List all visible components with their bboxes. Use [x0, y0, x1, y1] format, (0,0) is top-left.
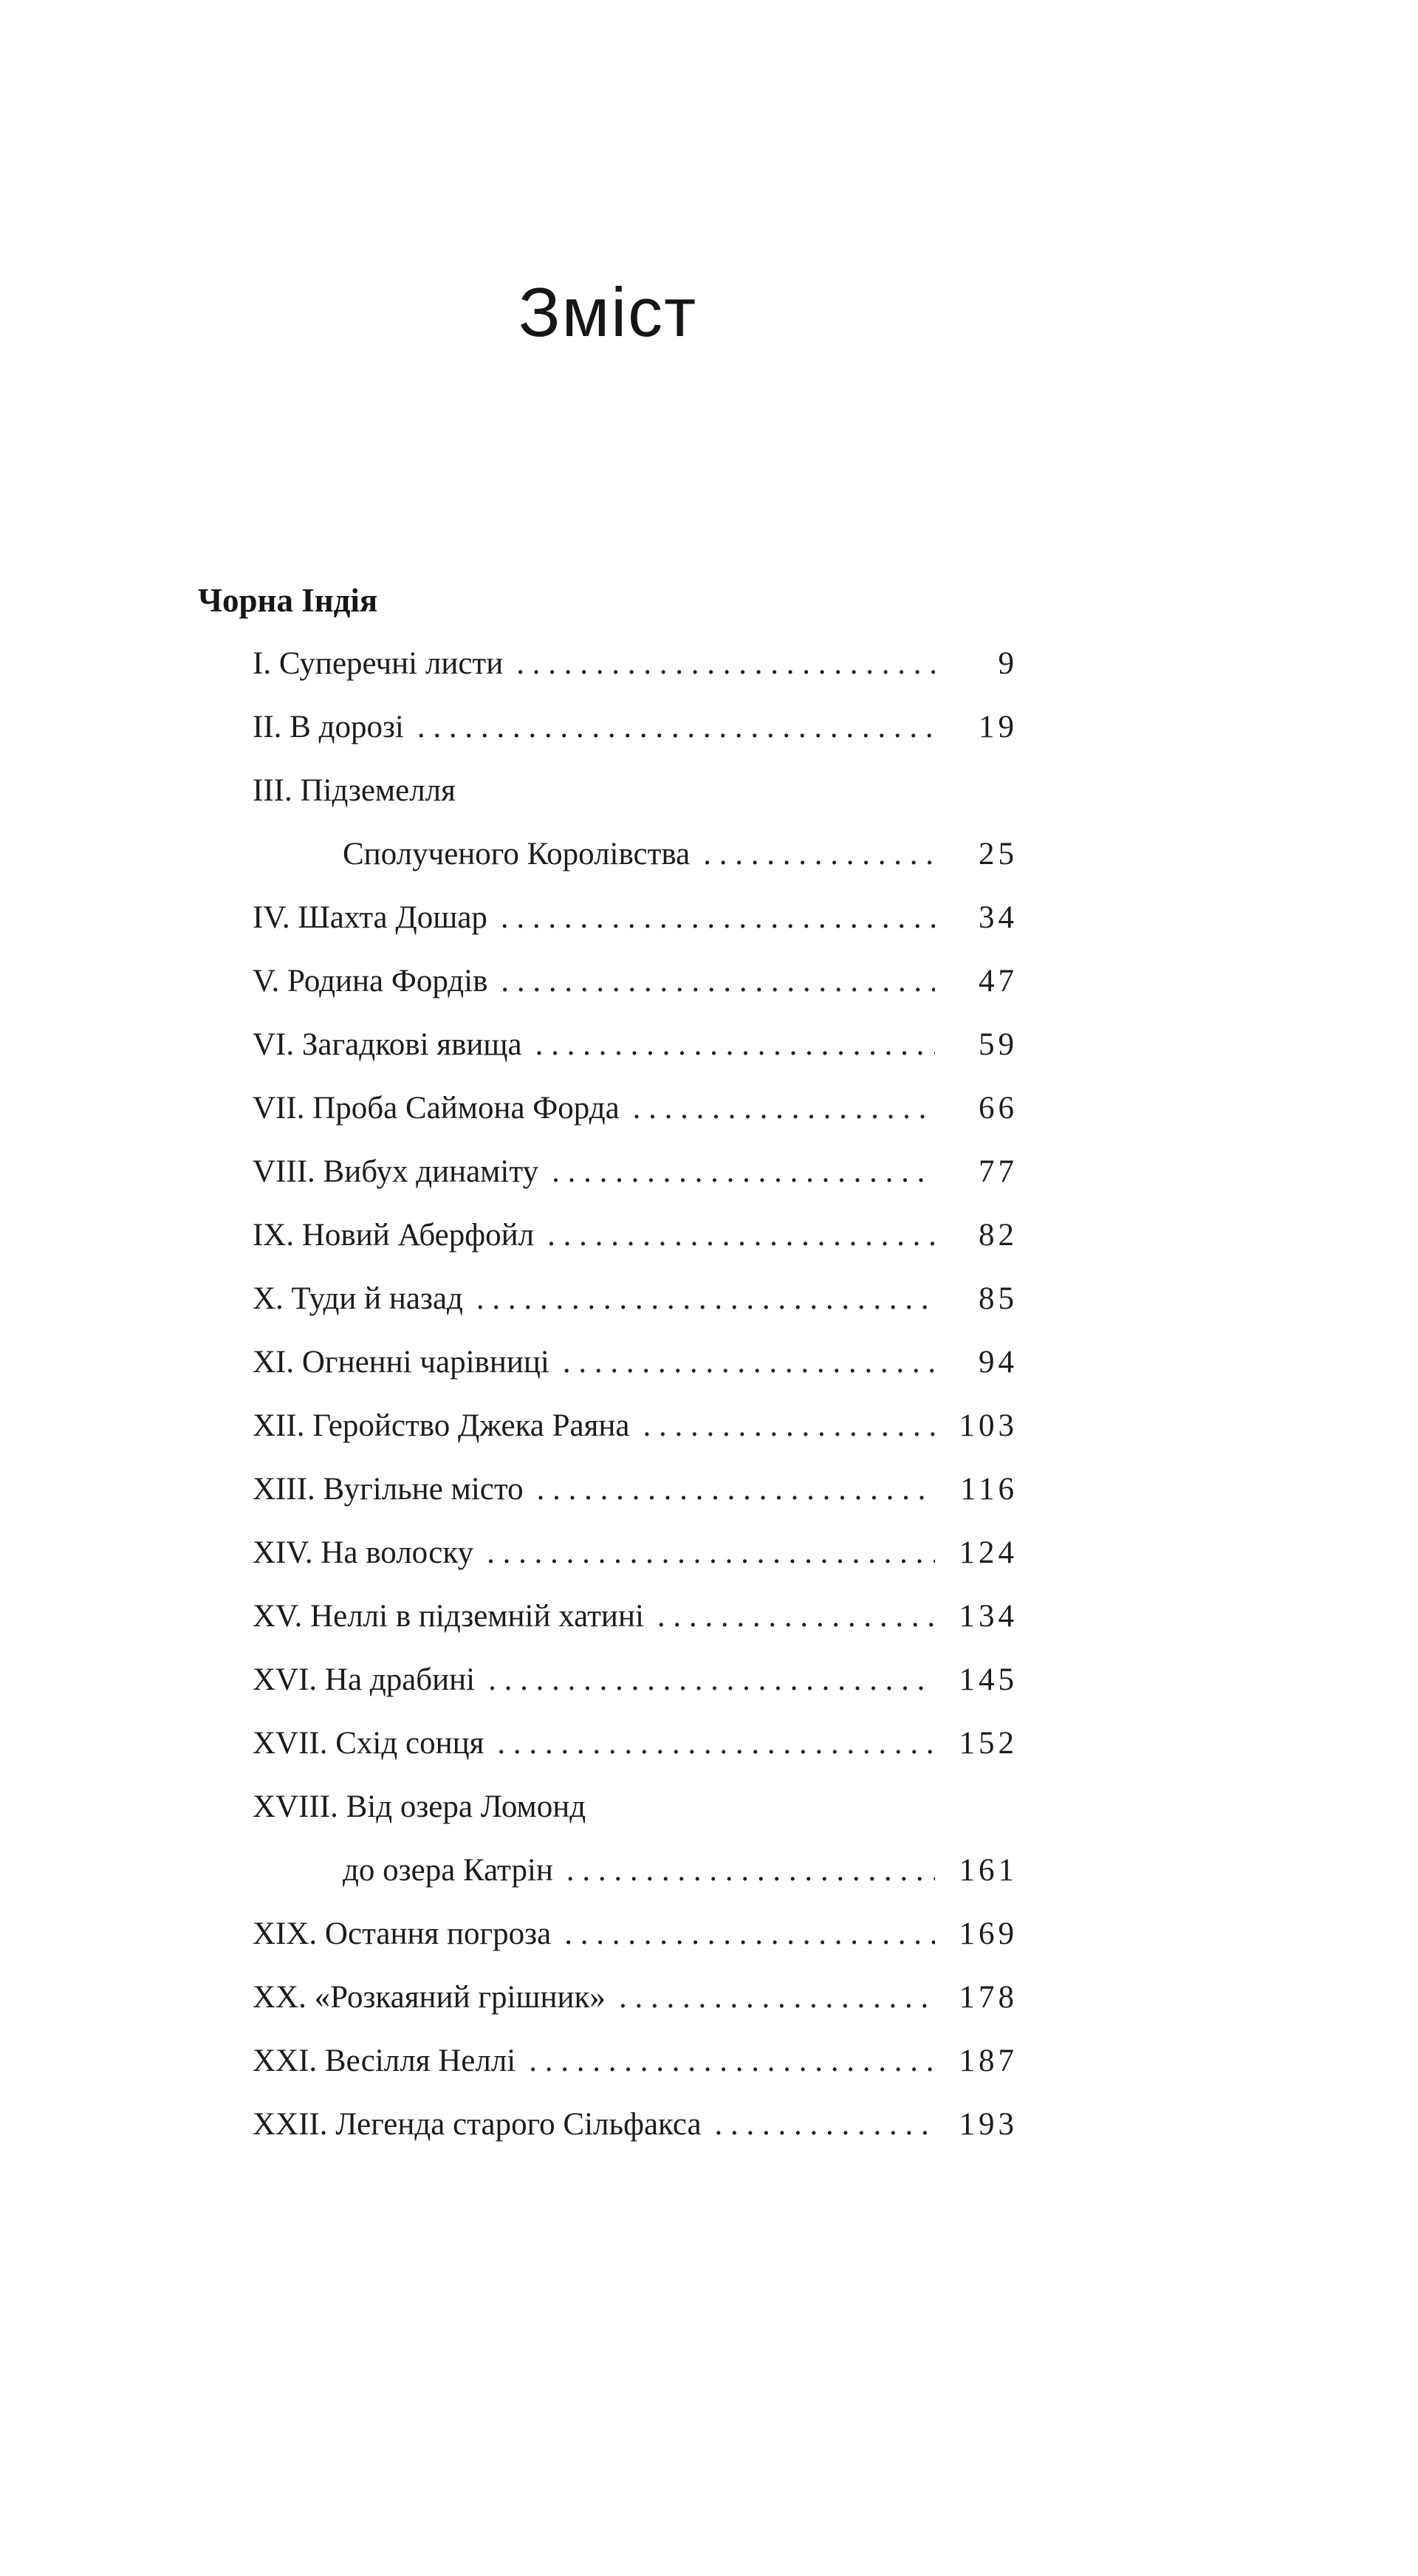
section-heading: Чорна Індія — [198, 582, 378, 619]
dot-leader — [476, 1267, 935, 1331]
toc-entry — [198, 1775, 1018, 1839]
toc-entry — [198, 1712, 1018, 1775]
dot-leader — [633, 1077, 935, 1140]
toc-entry-label: IX. Новий Аберфойл — [253, 1218, 535, 1253]
dot-leader — [552, 1140, 935, 1204]
toc-entry — [198, 1140, 1018, 1204]
toc-entry-page: 19 — [979, 710, 1018, 744]
toc-entry-label: XIV. На волоску — [253, 1535, 474, 1570]
dot-leader — [488, 1648, 935, 1712]
toc-entry-label: XV. Неллі в підземній хатині — [253, 1599, 644, 1634]
toc-entry — [198, 2029, 1018, 2093]
toc-entry-page: 145 — [959, 1662, 1018, 1697]
dot-leader — [529, 2029, 935, 2093]
dot-leader — [657, 1585, 935, 1648]
dot-leader — [564, 1902, 935, 1966]
toc-entry-page: 47 — [979, 964, 1018, 998]
toc-entry — [198, 1331, 1018, 1394]
dot-leader — [417, 696, 935, 759]
toc-entry-label: XIII. Вугільне місто — [253, 1472, 524, 1507]
dot-leader — [516, 632, 935, 696]
toc-entry-page: 103 — [959, 1408, 1018, 1443]
toc-entry-label: до озера Катрін — [343, 1853, 553, 1888]
dot-leader — [535, 1013, 935, 1077]
toc-list — [198, 632, 1018, 2157]
toc-entry — [198, 1394, 1018, 1458]
toc-entry-page: 77 — [979, 1154, 1018, 1189]
toc-entry-label: VIII. Вибух динаміту — [253, 1154, 539, 1189]
toc-entry-label: V. Родина Фордів — [253, 964, 488, 998]
toc-entry-page: 25 — [979, 837, 1018, 871]
dot-leader — [537, 1458, 935, 1521]
toc-entry-label: Сполученого Королівства — [343, 837, 691, 871]
toc-entry — [198, 1267, 1018, 1331]
toc-entry-page: 152 — [959, 1726, 1018, 1761]
toc-entry-label: X. Туди й назад — [253, 1281, 463, 1316]
toc-entry-label: VI. Загадкові явища — [253, 1027, 522, 1062]
dot-leader — [547, 1204, 935, 1267]
dot-leader — [703, 823, 935, 886]
dot-leader — [715, 2093, 935, 2157]
dot-leader — [501, 950, 935, 1013]
toc-entry-label: XXI. Весілля Неллі — [253, 2044, 516, 2078]
toc-entry-label: XIX. Остання погроза — [253, 1916, 552, 1951]
toc-entry-label: XVI. На драбині — [253, 1662, 476, 1697]
toc-entry-page: 134 — [959, 1599, 1018, 1634]
toc-entry-page: 187 — [959, 2044, 1018, 2078]
toc-entry-label: XI. Огненні чарівниці — [253, 1345, 549, 1380]
toc-entry — [198, 1966, 1018, 2029]
toc-entry-label: I. Суперечні листи — [253, 646, 504, 681]
toc-entry-label: XVII. Схід сонця — [253, 1726, 484, 1761]
toc-entry-page: 161 — [959, 1853, 1018, 1888]
toc-entry — [198, 950, 1018, 1013]
dot-leader — [619, 1966, 935, 2029]
toc-entry — [198, 1013, 1018, 1077]
toc-entry-page: 66 — [979, 1091, 1018, 1126]
toc-entry — [198, 886, 1018, 950]
dot-leader — [643, 1394, 935, 1458]
toc-entry — [198, 1902, 1018, 1966]
dot-leader — [487, 1521, 935, 1585]
toc-entry-page: 124 — [959, 1535, 1018, 1570]
toc-entry — [198, 1204, 1018, 1267]
toc-entry — [198, 1077, 1018, 1140]
toc-entry — [198, 696, 1018, 759]
toc-entry — [198, 1585, 1018, 1648]
toc-entry-label: IV. Шахта Дошар — [253, 900, 487, 935]
toc-entry-label: III. Підземелля — [253, 773, 456, 808]
toc-entry-label: XVIII. Від озера Ломонд — [253, 1789, 586, 1824]
content-column — [198, 273, 1018, 2157]
dot-leader — [501, 886, 935, 950]
dot-leader — [563, 1331, 935, 1394]
toc-entry-label: II. В дорозі — [253, 710, 404, 744]
toc-entry-page: 34 — [979, 900, 1018, 935]
toc-entry — [198, 632, 1018, 696]
toc-entry-page: 9 — [998, 646, 1018, 681]
toc-entry-page: 59 — [979, 1027, 1018, 1062]
toc-entry — [198, 823, 1018, 886]
toc-entry-page: 178 — [959, 1980, 1018, 2015]
toc-entry-label: XII. Геройство Джека Раяна — [253, 1408, 630, 1443]
toc-entry-page: 82 — [979, 1218, 1018, 1253]
toc-entry — [198, 1521, 1018, 1585]
toc-entry-label: XXII. Легенда старого Сільфакса — [253, 2107, 702, 2142]
toc-entry — [198, 759, 1018, 823]
toc-entry-page: 193 — [959, 2107, 1018, 2142]
toc-entry — [198, 2093, 1018, 2157]
table-of-contents — [198, 569, 1018, 2157]
toc-entry — [198, 1648, 1018, 1712]
toc-entry-page: 94 — [979, 1345, 1018, 1380]
toc-entry-label: VII. Проба Саймона Форда — [253, 1091, 620, 1126]
dot-leader — [566, 1839, 935, 1902]
toc-entry-label: XX. «Розкаяний грішник» — [253, 1980, 606, 2015]
toc-entry — [198, 1839, 1018, 1902]
page-title: Зміст — [518, 273, 698, 351]
dot-leader — [497, 1712, 935, 1775]
toc-entry-page: 116 — [960, 1472, 1018, 1507]
toc-entry-page: 169 — [959, 1916, 1018, 1951]
toc-entry — [198, 1458, 1018, 1521]
toc-entry-page: 85 — [979, 1281, 1018, 1316]
